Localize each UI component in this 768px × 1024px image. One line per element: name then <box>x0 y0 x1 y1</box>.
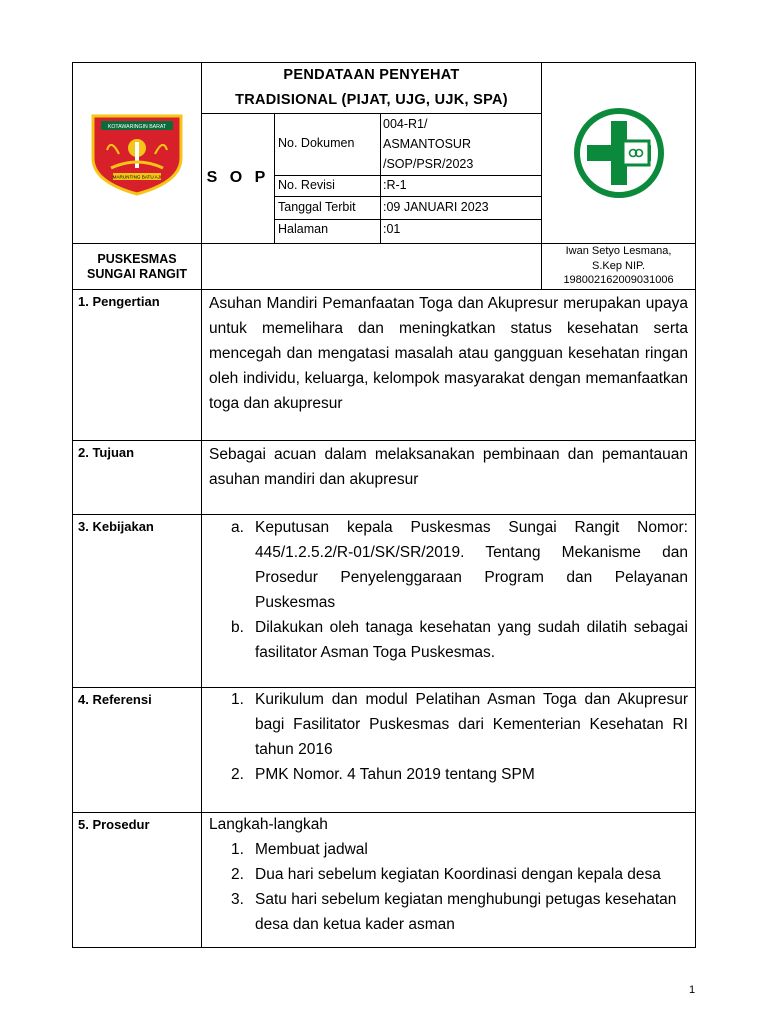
section-referensi <box>72 687 696 813</box>
section-text: Sebagai acuan dalam melaksanakan pembinaan dan pemantauan asuhan mandiri dan akupresur <box>209 446 688 488</box>
list-item: 2. PMK Nomor. 4 Tahun 2019 tentang SPM <box>231 766 535 783</box>
puskesmas-name: PUSKESMAS SUNGAI RANGIT <box>87 251 187 281</box>
list-item: b. Dilakukan oleh tanaga kesehatan yang sudah dilatih sebagai fasilitator Asman Toga Puskesmas. <box>231 619 688 661</box>
list-item: 1. Kurikulum dan modul Pelatihan Asman Toga dan Akupresur bagi Fasilitator Puskesmas dari Kementerian Kesehatan RI tahun 2016 <box>231 691 688 758</box>
procedure-intro: Langkah-langkah <box>209 816 328 833</box>
section-prosedur <box>72 812 696 948</box>
section-kebijakan <box>72 514 696 688</box>
section-pengertian <box>72 289 696 441</box>
health-ministry-logo <box>541 63 696 243</box>
section-label: 4. Referensi <box>78 692 152 707</box>
section-text: Asuhan Mandiri Pemanfaatan Toga dan Akupresur merupakan upaya untuk memelihara dan meningkatkan status kesehatan serta mencegah dan mengatasi masalah atau gangguan kesehatan ringan oleh individu, keluarga, kelompok masyarakat dengan memanfaatkan toga dan akupresur <box>209 295 688 412</box>
revision-value: :R-1 <box>383 178 407 192</box>
document-title: PENDATAAN PENYEHAT TRADISIONAL (PIJAT, UJG, UJK, SPA) <box>235 67 508 108</box>
section-tujuan <box>72 440 696 515</box>
issue-date-value: :09 JANUARI 2023 <box>383 200 489 214</box>
section-label: 1. Pengertian <box>78 294 160 309</box>
list-item: 1. Membuat jadwal <box>231 841 368 858</box>
revision-label: No. Revisi <box>278 178 335 192</box>
sop-label: S O P <box>206 169 270 186</box>
regency-shield-icon <box>89 110 185 196</box>
issue-date-label: Tanggal Terbit <box>278 200 356 214</box>
green-cross-icon <box>571 105 667 201</box>
list-item: a. Keputusan kepala Puskesmas Sungai Rangit Nomor: 445/1.2.5.2/R-01/SK/SR/2019. Tentang Mekanisme dan Prosedur Penyelenggaraan Program dan Pelayanan Puskesmas <box>231 519 688 611</box>
svg-text:MARUNTING BATU AJI: MARUNTING BATU AJI <box>112 174 162 180</box>
svg-text:KOTAWARINGIN BARAT: KOTAWARINGIN BARAT <box>107 124 167 130</box>
kotawaringin-barat-logo <box>73 63 201 243</box>
signatory-block: Iwan Setyo Lesmana, S.Kep NIP. 198002162009031006 <box>563 245 674 286</box>
section-label: 3. Kebijakan <box>78 519 154 534</box>
doc-number-value: 004-R1/ ASMANTOSUR /SOP/PSR/2023 <box>383 117 474 171</box>
page-value: :01 <box>383 222 401 236</box>
page-number: 1 <box>689 984 696 996</box>
sop-header-table <box>72 62 696 290</box>
section-label: 2. Tujuan <box>78 445 135 460</box>
list-item: 3. Satu hari sebelum kegiatan menghubungi petugas kesehatan desa dan ketua kader asman <box>231 891 677 933</box>
doc-number-label: No. Dokumen <box>278 136 355 150</box>
page-label: Halaman <box>278 222 329 236</box>
list-item: 2. Dua hari sebelum kegiatan Koordinasi dengan kepala desa <box>231 866 661 883</box>
section-label: 5. Prosedur <box>78 817 150 832</box>
